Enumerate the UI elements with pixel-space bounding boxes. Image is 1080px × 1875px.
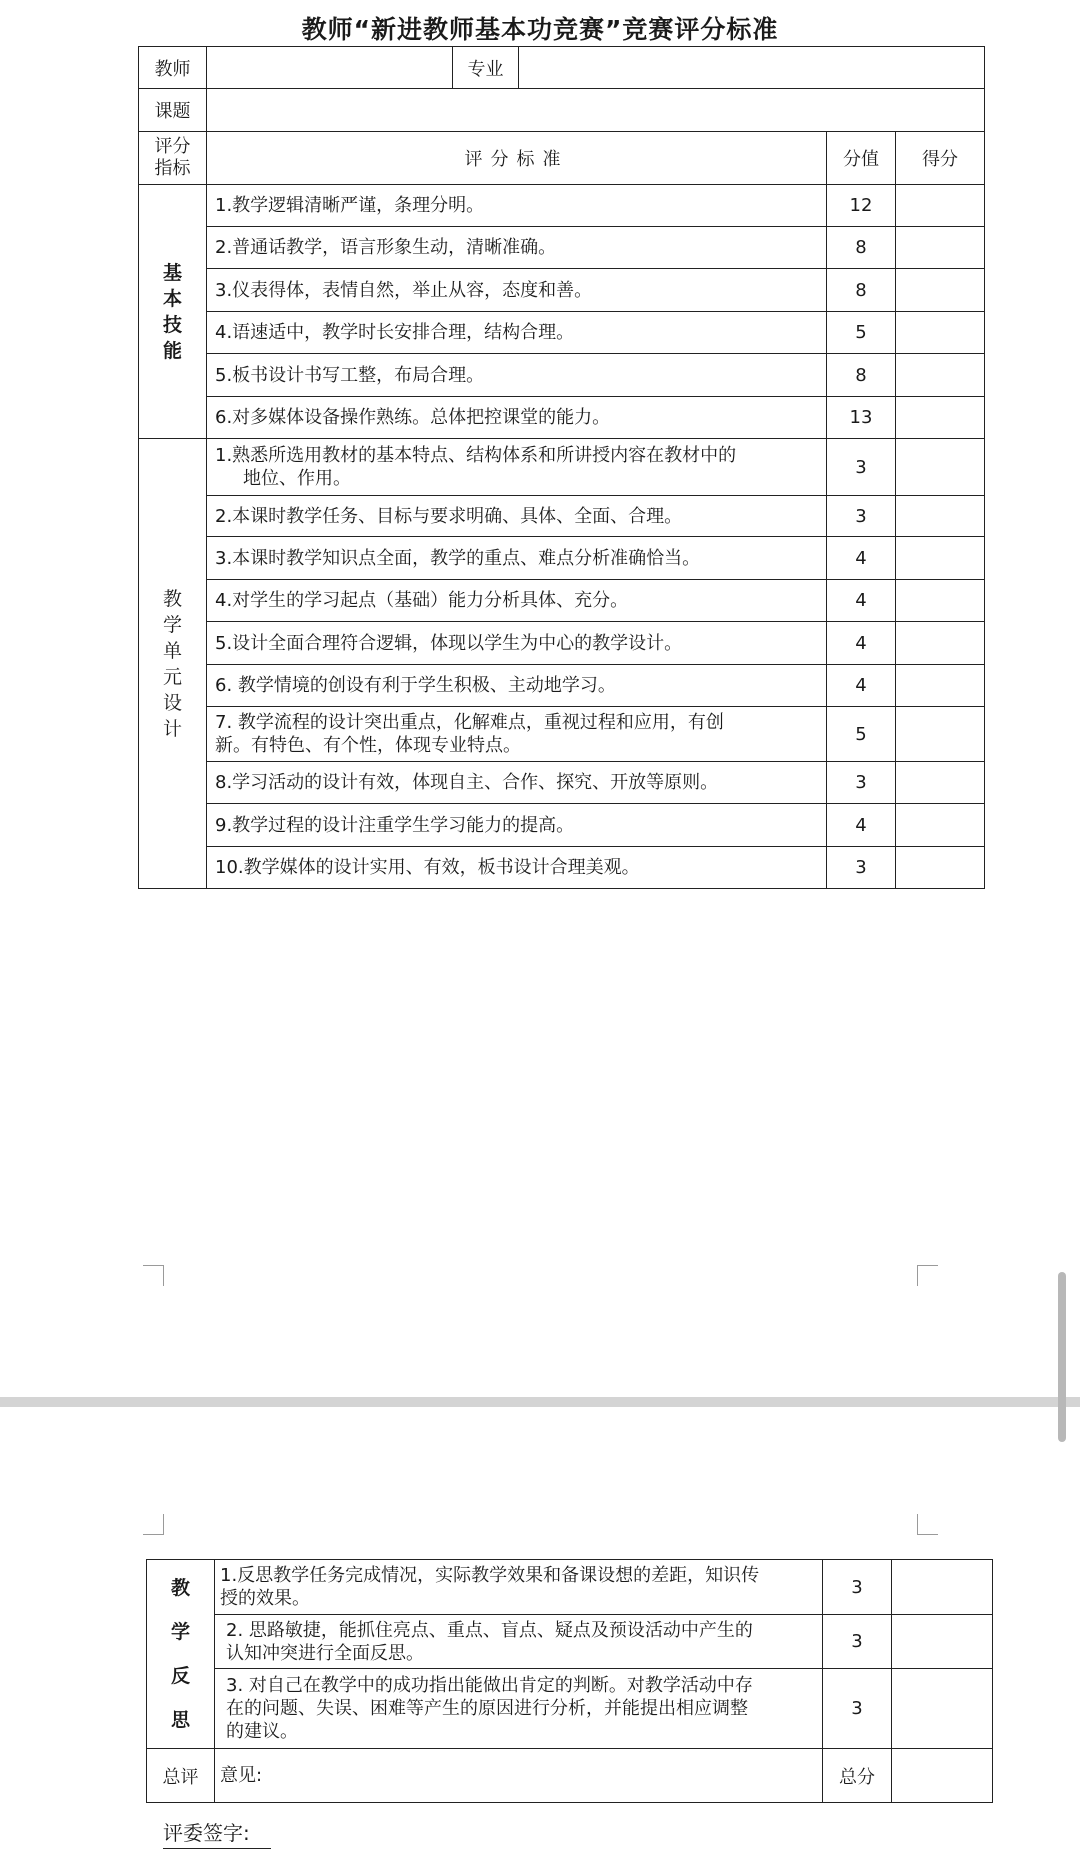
score-input-cell[interactable] — [896, 185, 985, 227]
criterion-row: 9.教学过程的设计注重学生学习能力的提高。 — [207, 804, 827, 847]
points-cell: 8 — [827, 269, 896, 312]
score-input-cell[interactable] — [896, 762, 985, 804]
score-input-cell[interactable] — [896, 847, 985, 889]
major-field[interactable] — [519, 47, 985, 89]
criterion-line-2: 授的效果。 — [220, 1588, 310, 1609]
points-cell: 12 — [827, 185, 896, 227]
score-input-cell[interactable] — [896, 622, 985, 665]
criterion-line-1: 1.熟悉所选用教材的基本特点、结构体系和所讲授内容在教材中的 — [215, 445, 737, 466]
teacher-field[interactable] — [207, 47, 453, 89]
score-input-cell[interactable] — [892, 1669, 993, 1749]
criterion-row: 10.教学媒体的设计实用、有效，板书设计合理美观。 — [207, 847, 827, 889]
points-cell: 3 — [823, 1669, 892, 1749]
category-unit-design: 教学单元设计 — [139, 439, 207, 889]
criterion-line-2: 地位、作用。 — [243, 468, 351, 489]
judge-signature-label: 评委签字: — [163, 1817, 271, 1849]
criterion-row: 4.语速适中，教学时长安排合理，结构合理。 — [207, 312, 827, 354]
criterion-row: 8.学习活动的设计有效，体现自主、合作、探究、开放等原则。 — [207, 762, 827, 804]
score-input-cell[interactable] — [896, 665, 985, 707]
page-corner-mark — [917, 1514, 938, 1535]
points-cell: 13 — [827, 397, 896, 439]
score-input-cell[interactable] — [896, 227, 985, 269]
topic-label: 课题 — [139, 89, 207, 132]
criterion-line-1: 2. 思路敏捷，能抓住亮点、重点、盲点、疑点及预设活动中产生的 — [226, 1619, 753, 1641]
criterion-row: 5.设计全面合理符合逻辑，体现以学生为中心的教学设计。 — [207, 622, 827, 665]
score-input-cell[interactable] — [896, 580, 985, 622]
page-corner-mark — [143, 1265, 164, 1286]
topic-field[interactable] — [207, 89, 985, 132]
criterion-row: 3.仪表得体，表情自然，举止从容，态度和善。 — [207, 269, 827, 312]
points-cell: 4 — [827, 804, 896, 847]
score-input-cell[interactable] — [896, 804, 985, 847]
score-input-cell[interactable] — [896, 537, 985, 580]
points-cell: 4 — [827, 665, 896, 707]
criterion-line-1: 7. 教学流程的设计突出重点，化解难点，重视过程和应用，有创 — [215, 712, 724, 733]
points-cell: 5 — [827, 312, 896, 354]
points-cell: 8 — [827, 227, 896, 269]
criterion-row: 2.普通话教学，语言形象生动，清晰准确。 — [207, 227, 827, 269]
total-score-label: 总分 — [823, 1749, 892, 1803]
criterion-line-1: 1.反思教学任务完成情况，实际教学效果和备课设想的差距，知识传 — [220, 1565, 760, 1586]
document-title: 教师“新进教师基本功竞赛”竞赛评分标准 — [301, 15, 779, 44]
points-cell: 5 — [827, 707, 896, 762]
points-cell: 8 — [827, 354, 896, 397]
criterion-row: 6.对多媒体设备操作熟练。总体把控课堂的能力。 — [207, 397, 827, 439]
points-cell: 4 — [827, 580, 896, 622]
criterion-row — [215, 1560, 823, 1615]
scrollbar-thumb[interactable] — [1058, 1272, 1066, 1442]
criterion-row: 1.教学逻辑清晰严谨，条理分明。 — [207, 185, 827, 227]
summary-label: 总评 — [147, 1749, 215, 1803]
category-basic-skills: 基本技能 — [139, 185, 207, 439]
criterion-line-2: 认知冲突进行全面反思。 — [226, 1642, 424, 1664]
points-cell: 3 — [827, 496, 896, 537]
criterion-line-2: 在的问题、失误、困难等产生的原因进行分析，并能提出相应调整 — [226, 1698, 748, 1719]
score-input-cell[interactable] — [892, 1615, 993, 1669]
score-input-cell[interactable] — [896, 496, 985, 537]
page-corner-mark — [917, 1265, 938, 1286]
criterion-row — [215, 1669, 823, 1749]
score-input-cell[interactable] — [892, 1560, 993, 1615]
score-header: 得分 — [896, 132, 985, 185]
category-reflection: 教学反思 — [147, 1560, 215, 1749]
major-label: 专业 — [453, 47, 519, 89]
criterion-row: 2.本课时教学任务、目标与要求明确、具体、全面、合理。 — [207, 496, 827, 537]
criterion-line-3: 的建议。 — [226, 1721, 298, 1742]
score-input-cell[interactable] — [896, 312, 985, 354]
points-cell: 4 — [827, 537, 896, 580]
scoring-table — [138, 46, 985, 889]
points-cell: 3 — [823, 1615, 892, 1669]
index-header-line-2: 指标 — [154, 158, 191, 179]
index-header-line-1: 评分 — [154, 136, 191, 157]
total-score-field[interactable] — [892, 1749, 993, 1803]
points-cell: 3 — [827, 439, 896, 496]
criteria-header: 评分标准 — [207, 132, 827, 185]
criterion-row: 6. 教学情境的创设有利于学生积极、主动地学习。 — [207, 665, 827, 707]
points-cell: 4 — [827, 622, 896, 665]
criterion-row — [207, 439, 827, 496]
page-separator — [0, 1397, 1080, 1407]
criterion-line-1: 3. 对自己在教学中的成功指出能做出肯定的判断。对教学活动中存 — [226, 1675, 753, 1696]
criterion-row: 3.本课时教学知识点全面，教学的重点、难点分析准确恰当。 — [207, 537, 827, 580]
score-input-cell[interactable] — [896, 439, 985, 496]
points-cell: 3 — [827, 847, 896, 889]
points-cell: 3 — [827, 762, 896, 804]
criterion-line-2: 新。有特色、有个性，体现专业特点。 — [215, 735, 521, 756]
criterion-row: 4.对学生的学习起点（基础）能力分析具体、充分。 — [207, 580, 827, 622]
points-header: 分值 — [827, 132, 896, 185]
criterion-row: 5.板书设计书写工整，布局合理。 — [207, 354, 827, 397]
score-input-cell[interactable] — [896, 269, 985, 312]
opinion-field[interactable]: 意见: — [215, 1749, 823, 1803]
score-input-cell[interactable] — [896, 354, 985, 397]
reflection-table — [146, 1559, 993, 1803]
criterion-row — [207, 707, 827, 762]
teacher-label: 教师 — [139, 47, 207, 89]
score-input-cell[interactable] — [896, 397, 985, 439]
score-input-cell[interactable] — [896, 707, 985, 762]
criterion-row — [215, 1615, 823, 1669]
page-corner-mark — [143, 1514, 164, 1535]
index-header — [139, 132, 207, 185]
points-cell: 3 — [823, 1560, 892, 1615]
